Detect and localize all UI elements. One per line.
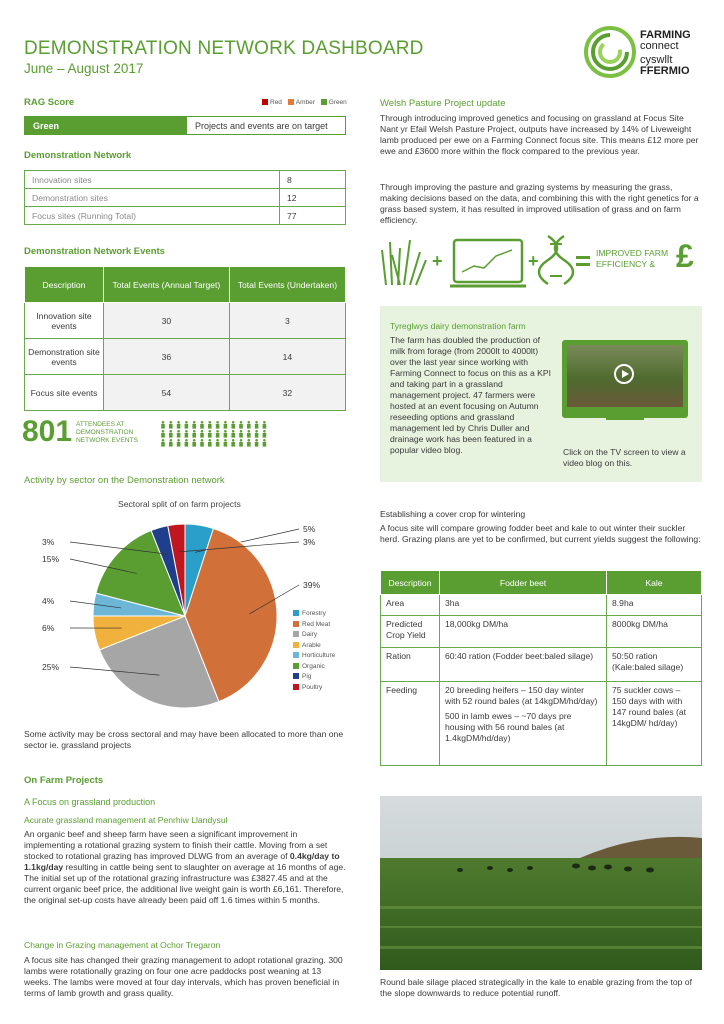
legend-swatch: [293, 663, 299, 669]
rag-table: [24, 116, 346, 135]
legend-swatch: [293, 684, 299, 690]
legend-label: Red Meat: [302, 620, 331, 628]
person-icon: [192, 439, 196, 447]
logo-swirl-icon: [582, 24, 638, 80]
rag-legend: [258, 99, 347, 106]
person-icon: [216, 439, 220, 447]
amber-swatch: [288, 99, 294, 105]
person-icon: [208, 421, 212, 429]
table-cell: 8.9ha: [607, 595, 702, 616]
person-icon: [208, 439, 212, 447]
table-row: [381, 616, 702, 648]
table-row: [25, 339, 346, 375]
legend-label: Organic: [302, 662, 325, 670]
table-cell: Innovation sites: [25, 171, 280, 189]
project1-text-bold: 0.4kg/day to 1.1kg/day: [24, 851, 340, 872]
legend-swatch: [293, 642, 299, 648]
table-row: [25, 171, 346, 189]
column-header: Kale: [607, 571, 702, 595]
project1-text-a: An organic beef and sheep farm have seen a significant improvement in implementing a rotational grazing system to finish their cattle. Moving from a set stocked to rotational grazing has improved DLWG from an average of: [24, 829, 328, 861]
table-cell: 14: [229, 339, 345, 375]
farm-projects-heading: On Farm Projects: [24, 775, 104, 786]
pie-data-label: 39%: [303, 580, 321, 590]
person-icon: [231, 430, 235, 438]
person-icon: [208, 430, 212, 438]
person-icon: [216, 430, 220, 438]
person-icon: [247, 430, 251, 438]
person-icon: [185, 439, 189, 447]
logo-text: FFERMIO: [640, 65, 690, 77]
project1-text-b: resulting in cattle being sent to slaughter on average at 16 months of age. The initial set up of the rotational grazing infrastructure was £3827.45 and at the current organic beef price, the additional live weight gain is worth £6,161. Therefore, the original set-up costs have already been paid off 1.6 times within 5 months.: [24, 862, 346, 905]
legend-label: Forestry: [302, 610, 326, 617]
person-icon: [224, 430, 228, 438]
table-row: [25, 207, 346, 225]
legend-label: Poultry: [302, 683, 323, 691]
legend-item: [293, 620, 335, 631]
legend-item: [293, 651, 335, 662]
person-icon: [192, 430, 196, 438]
table-row: [381, 682, 702, 766]
rag-heading: RAG Score: [24, 97, 75, 108]
welsh-para2: Through improving the pasture and grazing systems by measuring the grass, making decisions based on the data, and combining this with the right genetics for a grass based system, it has resulted in improved utilisation of grass and on farm efficiency.: [380, 182, 699, 225]
green-swatch: [321, 99, 327, 105]
table-header-row: [25, 267, 346, 303]
person-icon: [200, 421, 204, 429]
table-header-row: [381, 571, 702, 595]
table-cell: Focus site events: [25, 375, 104, 411]
table-cell: Innovation site events: [25, 303, 104, 339]
legend-swatch: [293, 673, 299, 679]
person-icon: [239, 421, 243, 429]
dairy-text: The farm has doubled the production of milk from forage (from 2000lt to 4000lt) over the last year since working with Farming Connect to focus on this as a KPI and taking part in a grassland management project. 47 farmers were hosted at an event focusing on Autumn reseeding options and grassland management led by Chris Duller and drainage work has been featured in a popular video blog.: [390, 335, 551, 455]
cover-table: [380, 570, 702, 766]
project2-text: A focus site has changed their grazing management to adopt rotational grazing. 300 lambs were rotationally grazing on four one acre paddocks post weaning at 13 weeks. The lambs were moved at four day intervals, which has proven beneficial in terms of lamb growth and grass quality.: [24, 955, 343, 998]
farming-connect-logo: [582, 24, 712, 84]
project1-text: [24, 829, 348, 906]
table-cell: 3: [229, 303, 345, 339]
rag-status: Green: [25, 117, 187, 135]
logo-text: cyswllt: [640, 54, 673, 66]
person-icon: [177, 421, 181, 429]
column-header: Description: [25, 267, 104, 303]
dairy-heading: Tyreglwys dairy demonstration farm: [390, 321, 526, 331]
tv-caption: Click on the TV screen to view a video blog on this.: [563, 447, 686, 468]
person-icon: [161, 421, 165, 429]
table-cell: 54: [104, 375, 230, 411]
column-header: Description: [381, 571, 440, 595]
attendee-count: 801: [22, 415, 73, 448]
legend-item: [293, 683, 335, 694]
people-icons: [160, 420, 270, 448]
network-heading: Demonstration Network: [24, 150, 132, 161]
person-icon: [231, 421, 235, 429]
table-cell: 30: [104, 303, 230, 339]
person-icon: [169, 439, 173, 447]
pie-data-label: 4%: [42, 596, 55, 606]
pie-data-label: 6%: [42, 623, 55, 633]
cover-intro: A focus site will compare growing fodder beet and kale to out winter their suckler herd. Grazing plans are yet to be confirmed, but current yields suggest the following:: [380, 523, 701, 544]
project2-title: Change in Grazing management at Ochor Tregaron: [24, 940, 221, 950]
legend-label: Red: [270, 99, 282, 106]
person-icon: [239, 439, 243, 447]
field-illustration: [380, 796, 702, 970]
attendee-label: ATTENDEES AT DEMONSTRATION NETWORK EVENTS: [76, 421, 138, 444]
legend-label: Arable: [302, 641, 321, 649]
pie-data-label: 3%: [303, 537, 316, 547]
person-icon: [216, 421, 220, 429]
page-subtitle: June – August 2017: [24, 61, 144, 76]
legend-item: [293, 662, 335, 673]
person-icon: [255, 439, 259, 447]
person-icon: [177, 439, 181, 447]
events-heading: Demonstration Network Events: [24, 246, 165, 257]
pie-data-label: 3%: [42, 537, 55, 547]
legend-swatch: [293, 610, 299, 616]
feeding-beet-2: 500 in lamb ewes – ~70 days pre housing with 56 round bales (at 1.4kgDM/hd/day): [445, 711, 572, 743]
network-table: [24, 170, 346, 225]
svg-text:+: +: [432, 251, 443, 271]
table-cell: [440, 682, 607, 766]
person-icon: [169, 421, 173, 429]
table-cell: 18,000kg DM/ha: [440, 616, 607, 648]
table-cell: 8: [280, 171, 346, 189]
person-icon: [200, 439, 204, 447]
legend-item: [293, 609, 335, 620]
table-cell: Predicted Crop Yield: [381, 616, 440, 648]
legend-label: Green: [328, 99, 347, 106]
legend-swatch: [293, 631, 299, 637]
rag-status-text: Projects and events are on target: [187, 117, 346, 135]
legend-item: [293, 641, 335, 652]
person-icon: [192, 421, 196, 429]
kale-field-photo: [380, 796, 702, 970]
page-title: DEMONSTRATION NETWORK DASHBOARD: [24, 38, 424, 59]
cover-heading: Establishing a cover crop for wintering: [380, 509, 526, 519]
welsh-heading: Welsh Pasture Project update: [380, 98, 506, 109]
legend-label: Horticulture: [302, 652, 336, 659]
table-cell: 36: [104, 339, 230, 375]
legend-swatch: [293, 621, 299, 627]
table-cell: 32: [229, 375, 345, 411]
person-icon: [224, 439, 228, 447]
person-icon: [161, 439, 165, 447]
table-row: [25, 189, 346, 207]
legend-item: [293, 672, 335, 683]
table-cell: Demonstration site events: [25, 339, 104, 375]
legend-item: [293, 630, 335, 641]
farm-projects-sub: A Focus on grassland production: [24, 797, 156, 807]
table-cell: 77: [280, 207, 346, 225]
chart-title: Sectoral split of on farm projects: [118, 499, 241, 509]
column-header: Fodder beet: [440, 571, 607, 595]
person-icon: [169, 430, 173, 438]
pie-legend: [293, 609, 335, 693]
play-icon[interactable]: [614, 364, 634, 384]
table-row: [25, 375, 346, 411]
table-cell: 12: [280, 189, 346, 207]
efficiency-equation: [380, 230, 702, 290]
column-header: Total Events (Undertaken): [229, 267, 345, 303]
person-icon: [177, 430, 181, 438]
activity-heading: Activity by sector on the Demonstration network: [24, 475, 225, 486]
equation-text: IMPROVED FARM EFFICIENCY &: [596, 248, 669, 269]
logo-text: FARMING: [640, 29, 691, 41]
person-icon: [255, 421, 259, 429]
activity-note: Some activity may be cross sectoral and may have been allocated to more than one sector ie. grassland projects: [24, 729, 344, 750]
person-icon: [263, 439, 267, 447]
feeding-beet-1: 20 breeding heifers – 150 day winter with 52 round bales (at 14kgDM/hd/day): [445, 685, 598, 706]
person-icon: [239, 430, 243, 438]
red-swatch: [262, 99, 268, 105]
video-tv-screen[interactable]: [562, 340, 688, 418]
person-icon: [161, 430, 165, 438]
person-icon: [200, 430, 204, 438]
table-cell: Focus sites (Running Total): [25, 207, 280, 225]
table-cell: 60:40 ration (Fodder beet:baled silage): [440, 648, 607, 682]
table-cell: Area: [381, 595, 440, 616]
photo-caption: Round bale silage placed strategically in the kale to enable grazing from the top of the slope downwards to reduce potential runoff.: [380, 977, 692, 998]
pound-sign: £: [676, 238, 694, 274]
pie-data-label: 15%: [42, 554, 60, 564]
table-cell: Feeding: [381, 682, 440, 766]
person-icon: [185, 421, 189, 429]
legend-label: Pig: [302, 673, 312, 680]
person-icon: [224, 421, 228, 429]
table-cell: Ration: [381, 648, 440, 682]
person-icon: [255, 430, 259, 438]
events-table: [24, 266, 346, 411]
legend-label: Dairy: [302, 631, 318, 638]
table-row: [25, 303, 346, 339]
person-icon: [231, 439, 235, 447]
svg-text:+: +: [528, 251, 539, 271]
table-cell: Demonstration sites: [25, 189, 280, 207]
table-row: [381, 648, 702, 682]
column-header: Total Events (Annual Target): [104, 267, 230, 303]
project1-title: Acurate grassland management at Penrhiw Llandysul: [24, 815, 228, 825]
logo-text: connect: [640, 40, 679, 52]
table-cell: 75 suckler cows – 150 days with with 147 round bales (at 14kgDM/ hd/day): [607, 682, 702, 766]
table-cell: 50:50 ration (Kale:baled silage): [607, 648, 702, 682]
tv-stand: [606, 414, 644, 420]
pie-data-label: 5%: [303, 524, 316, 534]
table-row: [381, 595, 702, 616]
pie-data-label: 25%: [42, 662, 60, 672]
person-icon: [247, 421, 251, 429]
person-icon: [185, 430, 189, 438]
legend-label: Amber: [295, 99, 315, 106]
person-icon: [263, 421, 267, 429]
table-cell: 3ha: [440, 595, 607, 616]
legend-swatch: [293, 652, 299, 658]
table-cell: 8000kg DM/ha: [607, 616, 702, 648]
person-icon: [247, 439, 251, 447]
welsh-para1: Through introducing improved genetics and focusing on grassland at Focus Site Nant yr Efail Welsh Pasture Project, outputs have increased by 14% of Liveweight lamb produced per ewe on a Farming Connect focus site. This means £12 more per ewe and £3600 more within the flock compared to the previous year.: [380, 113, 699, 156]
person-icon: [263, 430, 267, 438]
